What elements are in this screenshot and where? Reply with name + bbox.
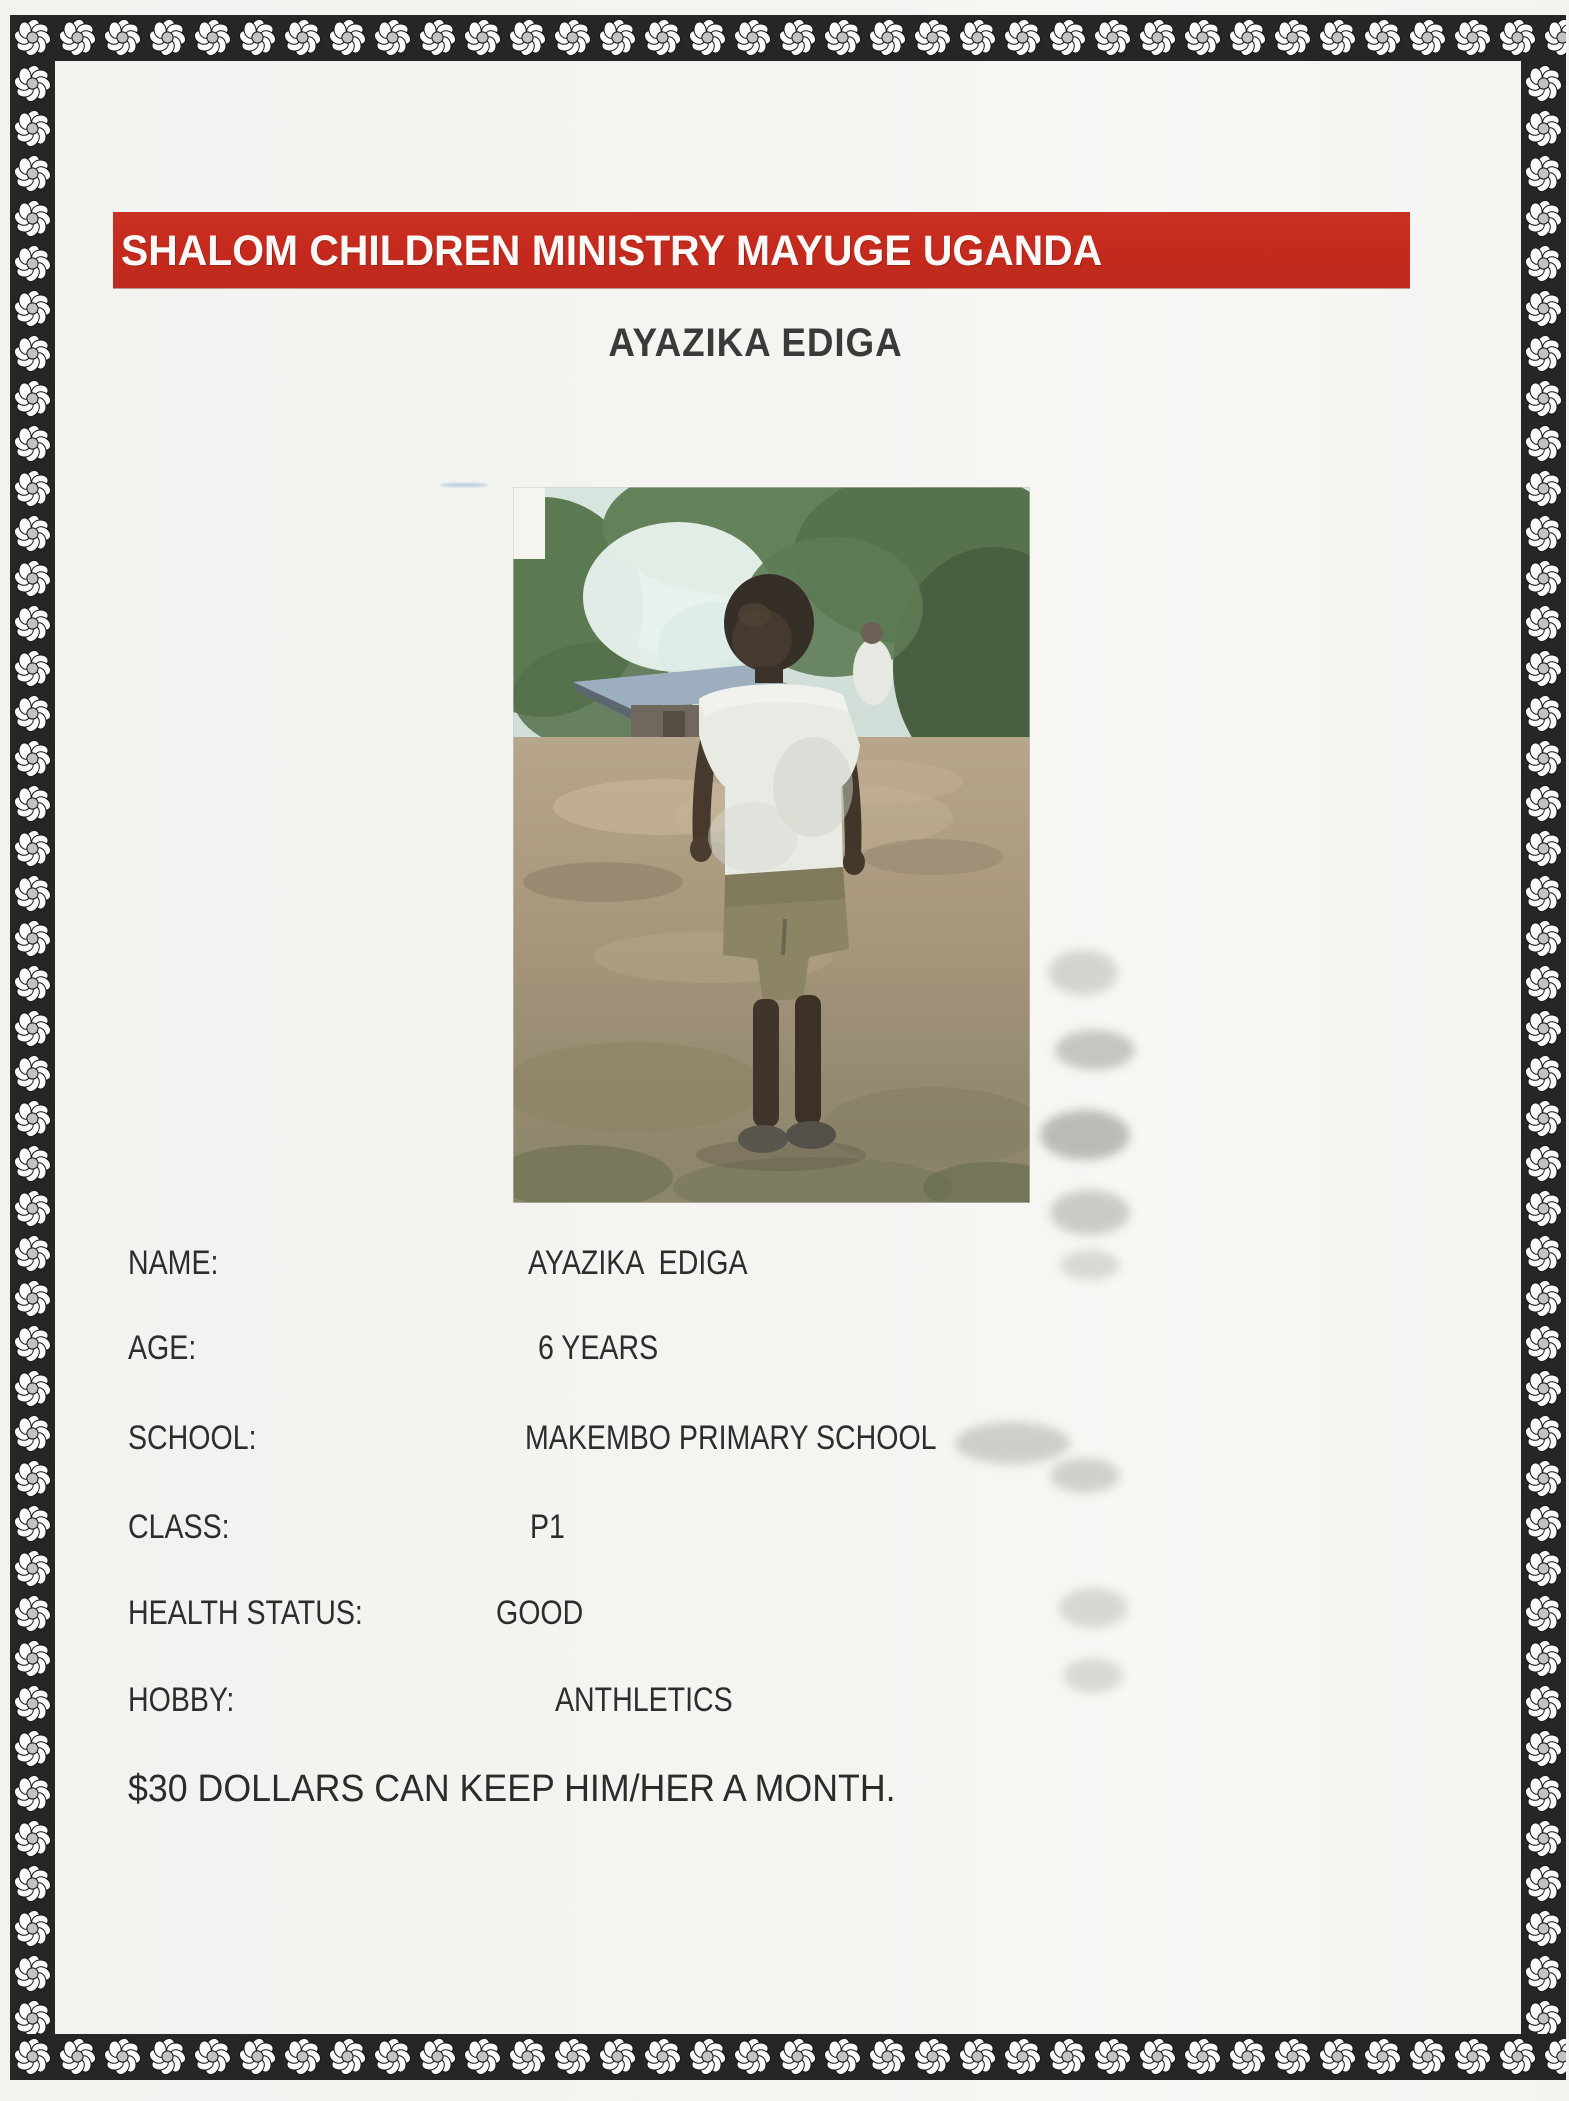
ministry-banner-title: SHALOM CHILDREN MINISTRY MAYUGE UGANDA — [121, 227, 1103, 275]
field-value-name: AYAZIKA EDIGA — [528, 1244, 748, 1282]
field-row-hobby — [0, 1681, 1569, 1727]
field-row-class — [0, 1508, 1569, 1554]
field-label-health-status: HEALTH STATUS: — [128, 1594, 363, 1632]
field-value-age: 6 YEARS — [538, 1329, 659, 1367]
field-value-hobby: ANTHLETICS — [555, 1681, 733, 1719]
field-label-name: NAME: — [128, 1244, 219, 1282]
child-photo — [513, 487, 1030, 1203]
field-value-class: P1 — [530, 1508, 565, 1546]
field-label-age: AGE: — [128, 1329, 197, 1367]
field-value-school: MAKEMBO PRIMARY SCHOOL — [525, 1419, 937, 1457]
field-row-age — [0, 1329, 1569, 1375]
field-label-school: SCHOOL: — [128, 1419, 257, 1457]
field-label-class: CLASS: — [128, 1508, 230, 1546]
field-label-hobby: HOBBY: — [128, 1681, 235, 1719]
field-row-school — [0, 1419, 1569, 1465]
ministry-banner — [113, 212, 1410, 288]
field-value-health-status: GOOD — [496, 1594, 584, 1632]
sponsorship-note: $30 DOLLARS CAN KEEP HIM/HER A MONTH. — [128, 1768, 896, 1810]
child-name-title: AYAZIKA EDIGA — [608, 321, 903, 365]
field-row-health-status — [0, 1594, 1569, 1640]
field-row-name — [0, 1244, 1569, 1290]
